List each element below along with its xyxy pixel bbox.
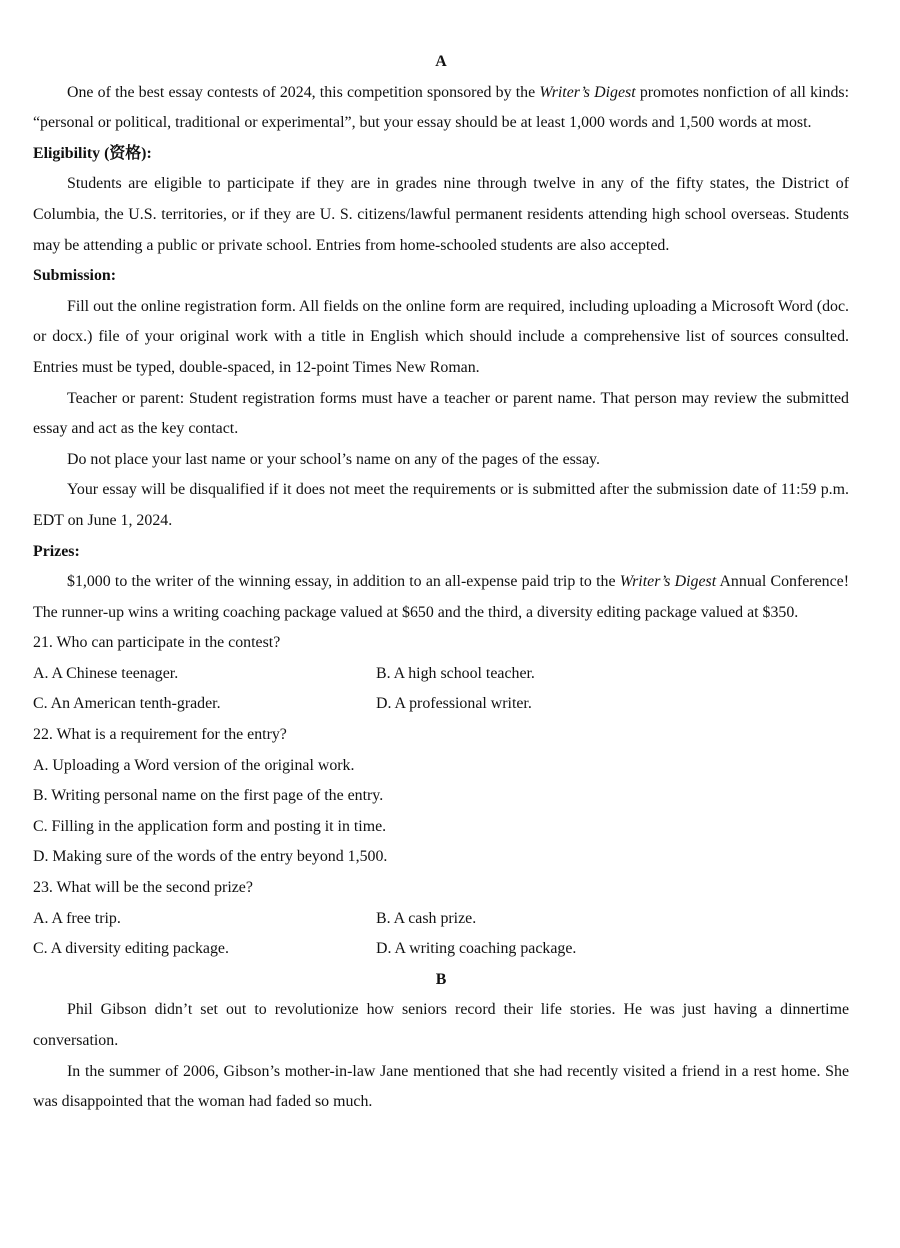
intro-magazine-title: Writer’s Digest — [539, 83, 636, 101]
submission-paragraph-4: Your essay will be disqualified if it does not meet the requirements or is submitted after the submission date of 11:59 p.m. EDT on June 1, 2024. — [33, 481, 849, 529]
question-23-option-a: A. A free trip. — [33, 909, 121, 927]
prizes-paragraph — [33, 567, 849, 628]
question-21-option-a: A. A Chinese teenager. — [33, 664, 179, 682]
submission-heading: Submission: — [33, 267, 117, 285]
submission-paragraph-2: Teacher or parent: Student registration forms must have a teacher or parent name. That person may review the submitted essay and act as the key contact. — [33, 389, 849, 438]
eligibility-heading: Eligibility (资格): — [33, 144, 152, 162]
intro-text-start: One of the best essay contests of 2024, this competition sponsored by the — [67, 83, 540, 101]
question-22-option-d: D. Making sure of the words of the entry beyond 1,500. — [33, 848, 388, 866]
prizes-text-start: $1,000 to the writer of the winning essay, in addition to an all-expense paid trip to the — [67, 573, 620, 591]
question-21-option-d: D. A professional writer. — [376, 695, 532, 713]
question-23-options-row-1 — [33, 904, 849, 935]
question-23-options-row-2 — [33, 934, 849, 965]
question-22-option-c: C. Filling in the application form and posting it in time. — [33, 817, 387, 835]
question-21-options-row-1 — [33, 659, 849, 690]
question-22-stem: 22. What is a requirement for the entry? — [33, 726, 287, 744]
question-21-option-b: B. A high school teacher. — [376, 664, 535, 682]
question-21-stem: 21. Who can participate in the contest? — [33, 634, 281, 652]
question-21-options-row-2 — [33, 689, 849, 720]
prizes-heading: Prizes: — [33, 542, 80, 560]
eligibility-paragraph: Students are eligible to participate if they are in grades nine through twelve in any of the fifty states, the District of Columbia, the U.S. territories, or if they are U. S. citizens/lawful permanent residents attending high school overseas. Students may be attending a public or private school. Entries from home-schooled students are also accepted. — [33, 175, 849, 254]
question-21-option-c: C. An American tenth-grader. — [33, 695, 221, 713]
section-b-heading: B — [435, 970, 447, 988]
submission-paragraph-3: Do not place your last name or your school’s name on any of the pages of the essay. — [67, 450, 600, 468]
contest-intro-paragraph — [33, 78, 849, 139]
intro-text-end: promotes nonfiction of all kinds: “personal or political, traditional or experimental”, but your essay should be at least 1,000 words and 1,500 words at most. — [33, 83, 849, 132]
prizes-magazine-title: Writer’s Digest — [619, 573, 717, 591]
question-22-option-b: B. Writing personal name on the first page of the entry. — [33, 787, 384, 805]
question-23-option-c: C. A diversity editing package. — [33, 940, 229, 958]
section-a-heading: A — [435, 53, 447, 70]
section-b-paragraph-1: Phil Gibson didn’t set out to revolutionize how seniors record their life stories. He was just having a dinnertime conversation. — [33, 1001, 849, 1049]
section-b-paragraph-2: In the summer of 2006, Gibson’s mother-in-law Jane mentioned that she had recently visited a friend in a rest home. She was disappointed that the woman had faded so much. — [33, 1062, 849, 1111]
prizes-text-end: Annual Conference! The runner-up wins a writing coaching package valued at $650 and the third, a diversity editing package valued at $350. — [33, 573, 849, 621]
question-23-option-b: B. A cash prize. — [376, 909, 477, 927]
submission-paragraph-1: Fill out the online registration form. All fields on the online form are required, including uploading a Microsoft Word (doc. or docx.) file of your original work with a title in English which should include a comprehensive list of sources consulted. Entries must be typed, double-spaced, in 12-point Times New Roman. — [33, 297, 849, 376]
question-23-stem: 23. What will be the second prize? — [33, 879, 253, 897]
question-22-option-a: A. Uploading a Word version of the original work. — [33, 756, 355, 774]
question-23-option-d: D. A writing coaching package. — [376, 940, 577, 958]
